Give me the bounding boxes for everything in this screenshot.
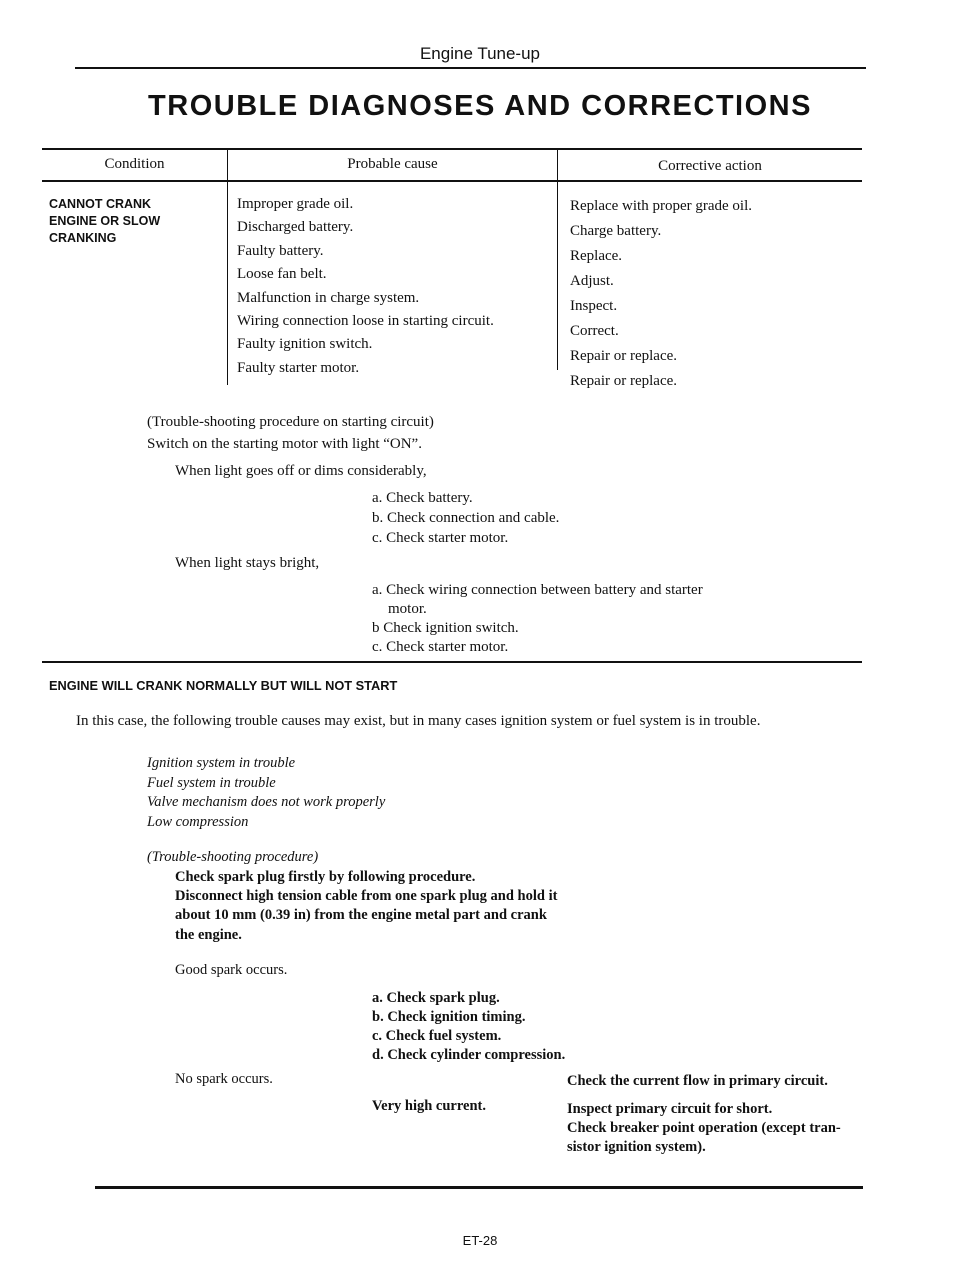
starting-circuit-intro: Switch on the starting motor with light “ON”. xyxy=(147,436,422,452)
cause-item: Discharged battery. xyxy=(237,219,354,236)
procedure-text xyxy=(175,868,557,945)
section-heading: ENGINE WILL CRANK NORMALLY BUT WILL NOT START xyxy=(49,678,398,693)
actions-list xyxy=(570,194,752,394)
table-divider-2 xyxy=(557,148,558,370)
check-item: a. Check battery. xyxy=(372,490,473,506)
check-item: d. Check cylinder compression. xyxy=(372,1047,566,1063)
procedure-line: Check spark plug firstly by following procedure. xyxy=(175,869,476,885)
cause-item: Malfunction in charge system. xyxy=(237,289,420,306)
cause-item: Faulty ignition switch. xyxy=(237,336,373,353)
table-top-rule xyxy=(42,148,862,150)
action-line: sistor ignition system). xyxy=(567,1139,706,1155)
running-header: Engine Tune-up xyxy=(419,44,541,63)
no-spark-label: No spark occurs. xyxy=(175,1071,273,1087)
condition-cell xyxy=(49,196,160,247)
cause-item: Faulty battery. xyxy=(237,242,324,259)
cause-item: Improper grade oil. xyxy=(237,196,354,212)
section-rule xyxy=(42,661,862,663)
check-item: c. Check starter motor. xyxy=(372,639,509,655)
causes-list xyxy=(237,193,494,380)
action-item: Replace. xyxy=(570,248,623,264)
check-item: b. Check connection and cable. xyxy=(372,510,560,526)
case-light-dims-checks xyxy=(372,488,559,548)
check-current-flow: Check the current flow in primary circuit. xyxy=(567,1073,828,1089)
procedure-line: about 10 mm (0.39 in) from the engine metal part and crank xyxy=(175,907,547,924)
action-line: Inspect primary circuit for short. xyxy=(567,1101,773,1117)
header-rule xyxy=(75,67,866,69)
cause-list xyxy=(147,754,385,832)
table-divider-1 xyxy=(227,148,228,385)
starting-circuit-heading: (Trouble-shooting procedure on starting circuit) xyxy=(147,414,434,430)
footer-rule xyxy=(95,1186,863,1189)
check-item: c. Check starter motor. xyxy=(372,530,509,546)
check-item: a. Check wiring connection between battery and starter xyxy=(372,582,703,598)
condition-line: CRANKING xyxy=(49,231,117,245)
cause-item: Loose fan belt. xyxy=(237,266,327,283)
cause-line: Fuel system in trouble xyxy=(147,774,276,791)
action-item: Charge battery. xyxy=(570,223,662,239)
very-high-current: Very high current. xyxy=(372,1098,486,1114)
column-header-action: Corrective action xyxy=(658,158,762,174)
check-item: c. Check fuel system. xyxy=(372,1028,502,1044)
case-light-bright-checks xyxy=(372,581,703,657)
cause-line: Valve mechanism does not work properly xyxy=(147,794,386,810)
procedure-heading: (Trouble-shooting procedure) xyxy=(147,849,319,865)
action-line: Check breaker point operation (except tran- xyxy=(567,1120,841,1136)
action-item: Repair or replace. xyxy=(570,348,678,364)
page-number: ET-28 xyxy=(462,1233,498,1248)
section-intro: In this case, the following trouble causes may exist, but in many cases ignition system or fuel system is in trouble. xyxy=(76,713,761,729)
cause-line: Ignition system in trouble xyxy=(147,755,296,771)
condition-line: ENGINE OR SLOW xyxy=(49,214,161,228)
column-header-condition: Condition xyxy=(104,156,165,172)
action-item: Replace with proper grade oil. xyxy=(570,198,753,214)
action-item: Repair or replace. xyxy=(570,373,678,389)
high-current-actions xyxy=(567,1100,841,1157)
column-header-cause: Probable cause xyxy=(347,156,438,172)
procedure-line: the engine. xyxy=(175,926,242,943)
case-light-bright: When light stays bright, xyxy=(175,555,320,571)
page-title: TROUBLE DIAGNOSES AND CORRECTIONS xyxy=(148,90,812,122)
action-item: Correct. xyxy=(570,323,619,339)
case-light-dims: When light goes off or dims considerably, xyxy=(175,463,427,479)
table-header-rule xyxy=(42,180,862,182)
procedure-line: Disconnect high tension cable from one spark plug and hold it xyxy=(175,888,558,905)
good-spark-checks xyxy=(372,989,565,1065)
cause-item: Wiring connection loose in starting circuit. xyxy=(237,313,494,330)
check-item: motor. xyxy=(388,601,427,617)
check-item: b Check ignition switch. xyxy=(372,620,519,636)
cause-line: Low compression xyxy=(147,813,249,830)
cause-item: Faulty starter motor. xyxy=(237,359,360,376)
check-item: b. Check ignition timing. xyxy=(372,1009,526,1025)
action-item: Adjust. xyxy=(570,273,614,289)
good-spark-label: Good spark occurs. xyxy=(175,962,288,978)
condition-line: CANNOT CRANK xyxy=(49,197,152,211)
action-item: Inspect. xyxy=(570,298,618,314)
check-item: a. Check spark plug. xyxy=(372,990,500,1006)
